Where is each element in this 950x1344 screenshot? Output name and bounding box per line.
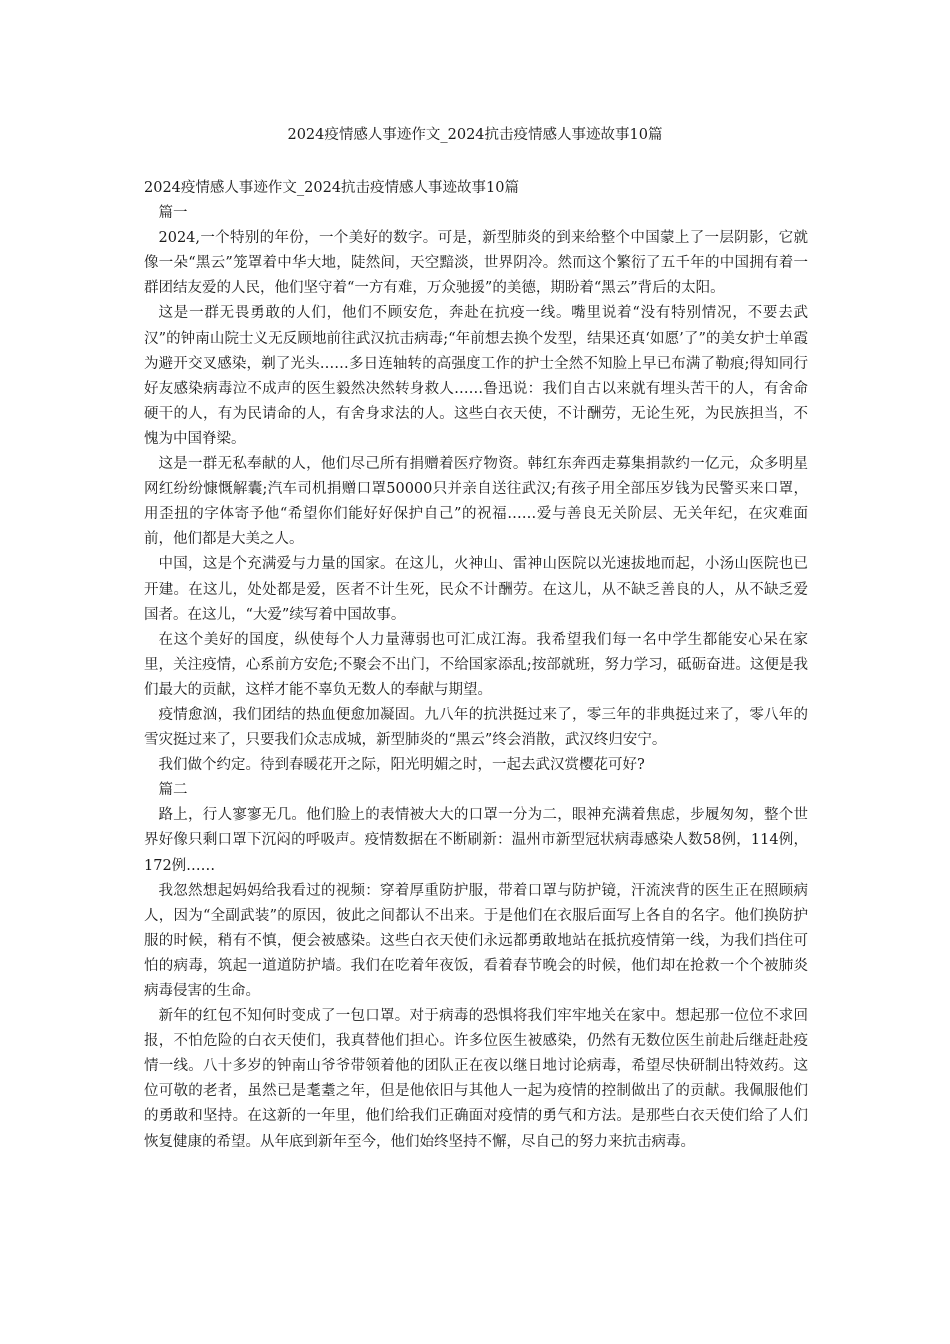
paragraph: 疫情愈汹，我们团结的热血便愈加凝固。九八年的抗洪挺过来了，零三年的非典挺过来了，零八年的雪灾挺过来了，只要我们众志成城，新型肺炎的“黑云”终会消散，武汉终归安宁。	[144, 706, 808, 749]
document-subtitle: 2024疫情感人事迹作文_2024抗击疫情感人事迹故事10篇	[144, 180, 520, 196]
section-label-1: 篇一	[158, 205, 188, 222]
paragraph: 这是一群无私奉献的人，他们尽己所有捐赠着医疗物资。韩红东奔西走募集捐款约一亿元，众多明星网红纷纷慷慨解囊;汽车司机捐赠口罩50000只并亲自送往武汉;有孩子用全部压岁钱为民警买来口罩，用歪扭的字体寄予他“希望你们能好好保护自己”的祝福……爱与善良无关阶层、无关年纪，在灾难面前，他们都是大美之人。	[144, 456, 808, 548]
paragraph: 在这个美好的国度，纵使每个人力量薄弱也可汇成江海。我希望我们每一名中学生都能安心呆在家里，关注疫情，心系前方安危;不聚会不出门，不给国家添乱;按部就班，努力学习，砥砺奋进。这便是我们最大的贡献，这样才能不辜负无数人的奉献与期望。	[144, 631, 808, 698]
document-body	[144, 176, 808, 1155]
paragraph: 中国，这是个充满爱与力量的国家。在这儿，火神山、雷神山医院以光速拔地而起，小汤山医院也已开建。在这儿，处处都是爱，医者不计生死，民众不计酬劳。在这儿，从不缺乏善良的人，从不缺乏爱国者。在这儿，“大爱”续写着中国故事。	[144, 556, 808, 623]
section-label-2: 篇二	[158, 782, 188, 799]
paragraph: 我们做个约定。待到春暖花开之际，阳光明媚之时，一起去武汉赏樱花可好?	[158, 757, 645, 774]
document-title: 2024疫情感人事迹作文_2024抗击疫情感人事迹故事10篇	[287, 127, 663, 143]
paragraph: 新年的红包不知何时变成了一包口罩。对于病毒的恐惧将我们牢牢地关在家中。想起那一位位不求回报，不怕危险的白衣天使们，我真替他们担心。许多位医生被感染，仍然有无数位医生前赴后继赶赴疫情一线。八十多岁的钟南山爷爷带领着他的团队正在夜以继日地讨论病毒，希望尽快研制出特效药。这位可敬的老者，虽然已是耄耋之年，但是他依旧与其他人一起为疫情的控制做出了的贡献。我佩服他们的勇敢和坚持。在这新的一年里，他们给我们正确面对疫情的勇气和方法。是那些白衣天使们给了人们恢复健康的希望。从年底到新年至今，他们始终坚持不懈，尽自己的努力来抗击病毒。	[144, 1008, 808, 1150]
paragraph: 这是一群无畏勇敢的人们，他们不顾安危，奔赴在抗疫一线。嘴里说着“没有特别情况，不要去武汉”的钟南山院士义无反顾地前往武汉抗击病毒;“年前想去换个发型，结果还真‘如愿’了”的美女护士单霞为避开交叉感染，剃了光头……多日连轴转的高强度工作的护士全然不知脸上早已布满了勒痕;得知同行好友感染病毒泣不成声的医生毅然决然转身救人……鲁迅说：我们自古以来就有埋头苦干的人，有舍命硬干的人，有为民请命的人，有舍身求法的人。这些白衣天使，不计酬劳，无论生死，为民族担当，不愧为中国脊梁。	[144, 305, 808, 447]
paragraph: 路上，行人寥寥无几。他们脸上的表情被大大的口罩一分为二，眼神充满着焦虑，步履匆匆，整个世界好像只剩口罩下沉闷的呼吸声。疫情数据在不断刷新：温州市新型冠状病毒感染人数58例，114例，172例……	[144, 807, 808, 874]
paragraph: 2024,一个特别的年份，一个美好的数字。可是，新型肺炎的到来给整个中国蒙上了一层阴影，它就像一朵“黑云”笼罩着中华大地，陡然间，天空黯淡，世界阴冷。然而这个繁衍了五千年的中国拥有着一群团结友爱的人民，他们坚守着“一方有难，万众驰援”的美德，期盼着“黑云”背后的太阳。	[144, 230, 808, 297]
paragraph: 我忽然想起妈妈给我看过的视频：穿着厚重防护服，带着口罩与防护镜，汗流浃背的医生正在照顾病人，因为“全副武装”的原因，彼此之间都认不出来。于是他们在衣服后面写上各自的名字。他们换防护服的时候，稍有不慎，便会被感染。这些白衣天使们永远都勇敢地站在抵抗疫情第一线，为我们挡住可怕的病毒，筑起一道道防护墙。我们在吃着年夜饭，看着春节晚会的时候，他们却在抢救一个个被肺炎病毒侵害的生命。	[144, 882, 808, 999]
